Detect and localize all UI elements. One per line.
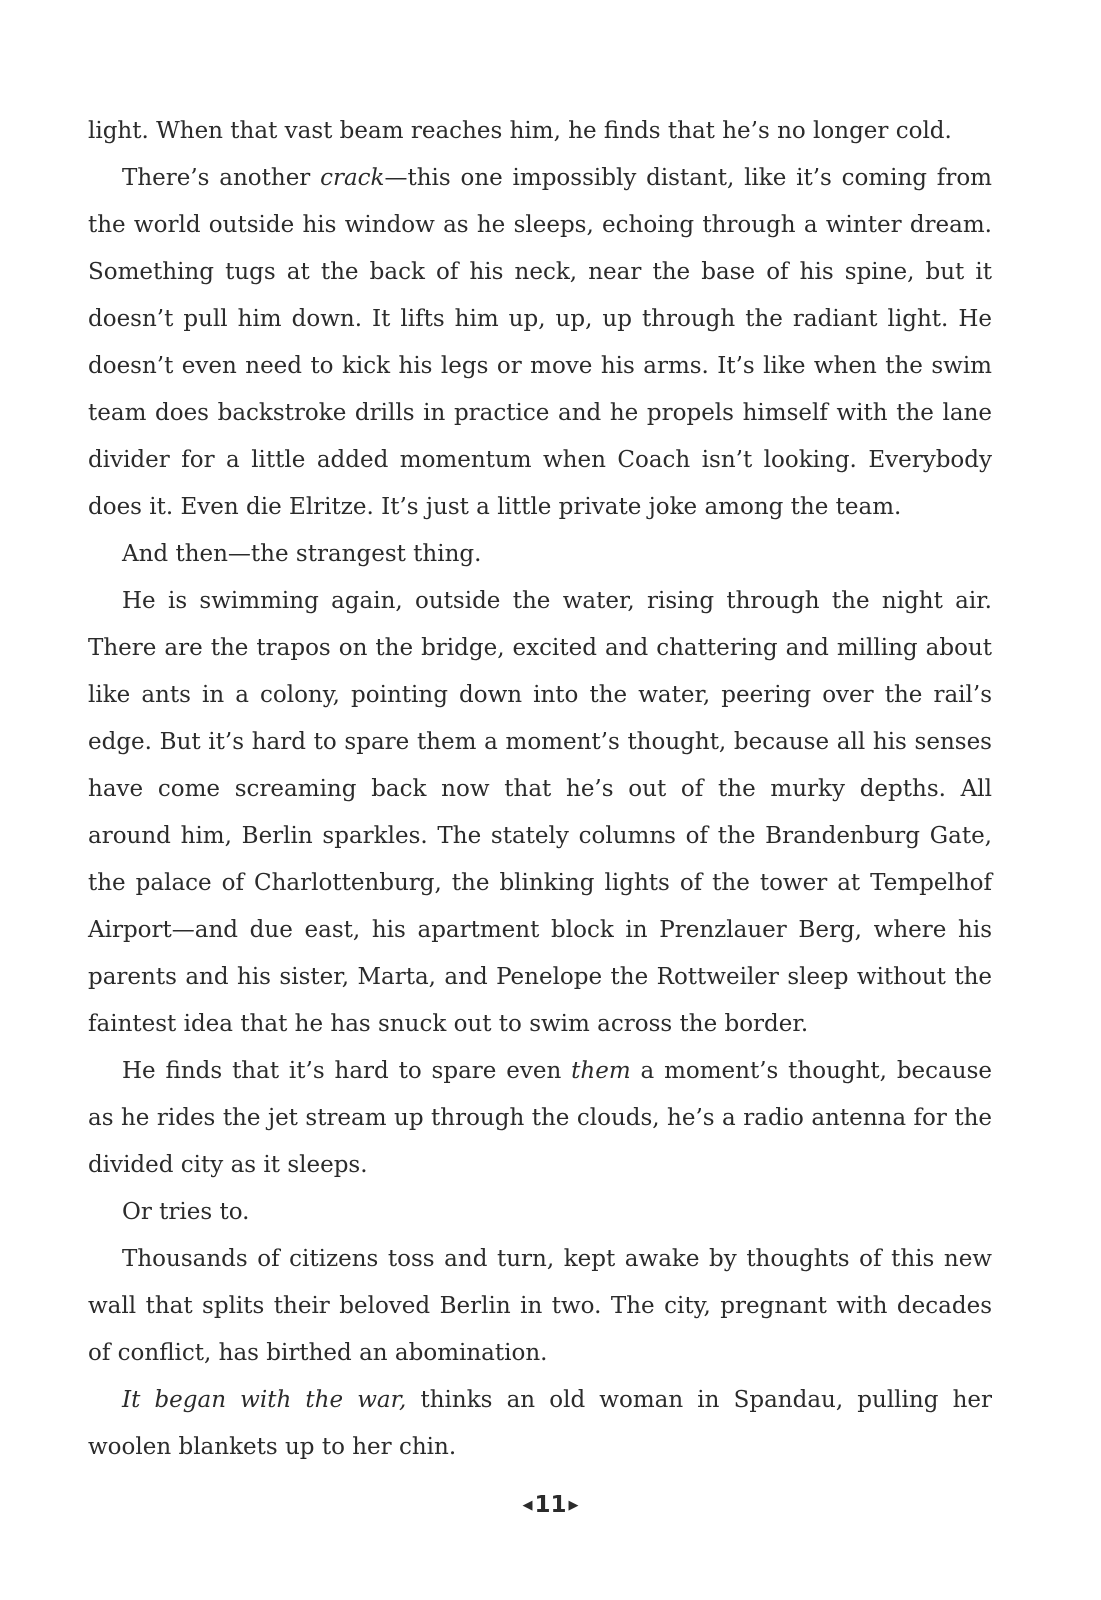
page-number-value: 11 xyxy=(534,1492,567,1518)
text-run: Or tries to. xyxy=(122,1199,250,1225)
text-run: a moment’s thought, because as he rides the jet stream up through the clouds, he’s a radio antenna for the divided city as it sleeps. xyxy=(88,1058,992,1178)
text-run: And then—the strangest thing. xyxy=(122,541,482,567)
italic-text: It began with the war, xyxy=(122,1387,407,1413)
italic-text: them xyxy=(571,1058,631,1084)
paragraph xyxy=(88,1377,992,1471)
text-run: He is swimming again, outside the water, rising through the night air. There are the trapos on the bridge, excited and chattering and milling about like ants in a colony, pointing down into the water, peering over the rail’s edge. But it’s hard to spare them a moment’s thought, because all his senses have come screaming back now that he’s out of the murky depths. All around him, Berlin sparkles. The stately columns of the Brandenburg Gate, the palace of Charlottenburg, the blinking lights of the tower at Tempelhof Airport—and due east, his apartment block in Prenzlauer Berg, where his parents and his sister, Marta, and Penelope the Rottweiler sleep without the faintest idea that he has snuck out to swim across the border. xyxy=(88,588,992,1037)
left-triangle-icon: ◀ xyxy=(522,1498,533,1513)
text-run: There’s another xyxy=(122,165,321,191)
paragraph xyxy=(88,1189,992,1236)
paragraph xyxy=(88,1236,992,1377)
italic-text: crack xyxy=(320,165,385,191)
text-run: He finds that it’s hard to spare even xyxy=(122,1058,572,1084)
paragraph xyxy=(88,155,992,531)
text-run: —this one impossibly distant, like it’s coming from the world outside his window as he sleeps, echoing through a winter dream. Something tugs at the back of his neck, near the base of his spine, but it doesn’t pull him down. It lifts him up, up, up through the radiant light. He doesn’t even need to kick his legs or move his arms. It’s like when the swim team does backstroke drills in practice and he propels himself with the lane divider for a little added momentum when Coach isn’t looking. Everybody does it. Even die Elritze. It’s just a little private joke among the team. xyxy=(88,165,992,520)
text-run: light. When that vast beam reaches him, he finds that he’s no longer cold. xyxy=(88,118,952,144)
text-run: thinks an old woman in Spandau, pulling her woolen blankets up to her chin. xyxy=(88,1387,992,1460)
body-text xyxy=(88,108,992,1471)
paragraph xyxy=(88,1048,992,1189)
paragraph xyxy=(88,531,992,578)
text-run: Thousands of citizens toss and turn, kept awake by thoughts of this new wall that splits their beloved Berlin in two. The city, pregnant with decades of conflict, has birthed an abomination. xyxy=(88,1246,992,1366)
paragraph xyxy=(88,578,992,1048)
paragraph xyxy=(88,108,992,155)
page-number xyxy=(0,1490,1101,1521)
right-triangle-icon: ▶ xyxy=(568,1498,579,1513)
